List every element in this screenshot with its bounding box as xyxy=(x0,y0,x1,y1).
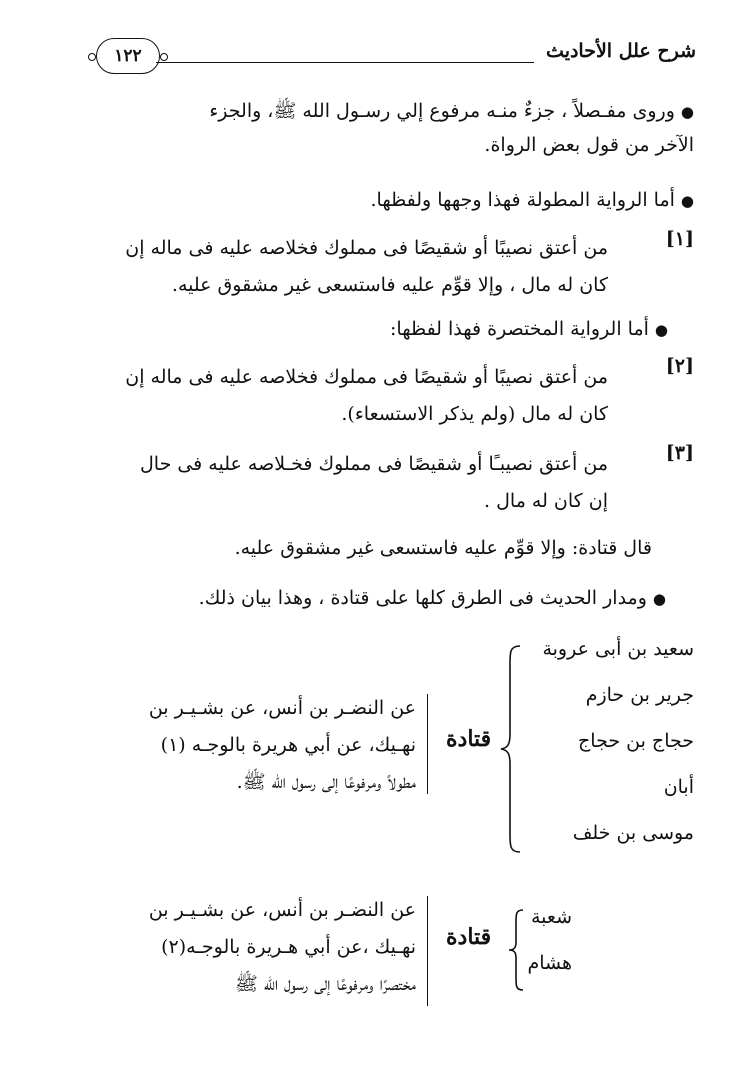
qatada-quote: قال قتادة: وإلا قوِّم عليه فاستسعى غير مشقوق عليه. xyxy=(234,537,652,559)
narrator: هشام xyxy=(527,952,572,974)
hadith-number-1: [١] xyxy=(665,228,694,250)
hadith-number-2: [٢] xyxy=(665,355,694,377)
bullet-icon: ● xyxy=(680,192,694,210)
paragraph-short-narration-intro xyxy=(54,313,694,347)
result-line: مختصرًا ومرفوعًا إلى رسول الله ﷺ xyxy=(234,973,416,995)
paragraph-long-narration-intro xyxy=(54,184,694,218)
page-header xyxy=(96,38,696,78)
paragraph-chain-intro xyxy=(86,582,666,616)
hadith-text-2 xyxy=(125,359,608,433)
bullet-icon: ● xyxy=(652,590,666,608)
separator-bar xyxy=(427,694,428,794)
curly-brace-icon xyxy=(498,644,524,854)
hadith-line: من أعتق نصيبًا أو شقيصًا فى مملوك فخلاصه عليه فى ماله إن xyxy=(125,366,608,388)
page-number: ١٢٢ xyxy=(96,38,160,74)
curly-brace-icon xyxy=(506,908,526,992)
chain-result-2 xyxy=(149,892,416,1003)
narrator: أبان xyxy=(663,776,694,798)
bullet-icon: ● xyxy=(680,103,694,121)
header-rule xyxy=(156,62,534,63)
hadith-line: من أعتق نصيبًا أو شقيصًا فى مملوك فخلاصه عليه فى ماله إن xyxy=(125,237,608,259)
chain-diagram-2 xyxy=(0,890,756,1020)
paragraph-detailed-narration xyxy=(54,95,694,162)
paragraph-line: الآخر من قول بعض الرواة. xyxy=(484,134,694,156)
hadith-line: كان له مال ، وإلا قوِّم عليه فاستسعى غير مشقوق عليه. xyxy=(171,274,608,296)
central-narrator-1: قتادة xyxy=(446,726,492,752)
chain-result-1 xyxy=(149,690,416,801)
result-line: عن النضـر بن أنس، عن بشـيـر بن xyxy=(148,697,416,719)
hadith-line: من أعتق نصيبـًا أو شقيصًا فى مملوك فخـلاصه عليه فى حال xyxy=(139,453,608,475)
central-narrator-2: قتادة xyxy=(446,924,492,950)
narrator: حجاج بن حجاج xyxy=(578,730,694,752)
result-line: نهـيك، عن أبي هريرة بالوجـه (١) xyxy=(160,734,416,756)
narrator-list-2 xyxy=(492,890,572,1010)
narrator: جرير بن حازم xyxy=(585,684,694,706)
hadith-line: إن كان له مال . xyxy=(484,490,608,512)
paragraph-line: أما الرواية المطولة فهذا وجهها ولفظها. xyxy=(370,189,675,211)
narrator: موسى بن خلف xyxy=(572,822,694,844)
bullet-icon: ● xyxy=(654,321,668,339)
result-line: نهـيك ،عن أبي هـريرة بالوجـه(٢) xyxy=(161,936,416,958)
separator-bar xyxy=(427,896,428,1006)
hadith-number-3: [٣] xyxy=(665,442,694,464)
running-title: شرح علل الأحاديث xyxy=(546,40,696,62)
result-line: مطولاً ومرفوعًا إلى رسول الله ﷺ. xyxy=(236,771,416,793)
paragraph-line: وروى مفـصلاً ، جزءٌ منـه مرفوع إلي رسـول الله ﷺ، والجزء xyxy=(209,100,675,122)
hadith-line: كان له مال (ولم يذكر الاستسعاء). xyxy=(341,403,608,425)
narrator: شعبة xyxy=(530,906,572,928)
chain-diagram-1 xyxy=(0,630,756,860)
paragraph-line: أما الرواية المختصرة فهذا لفظها: xyxy=(390,318,649,340)
hadith-text-1 xyxy=(125,230,608,304)
narrator: سعيد بن أبى عروبة xyxy=(542,638,694,660)
hadith-text-3 xyxy=(128,446,608,520)
result-line: عن النضـر بن أنس، عن بشـيـر بن xyxy=(148,899,416,921)
paragraph-line: ومدار الحديث فى الطرق كلها على قتادة ، وهذا بيان ذلك. xyxy=(198,587,647,609)
